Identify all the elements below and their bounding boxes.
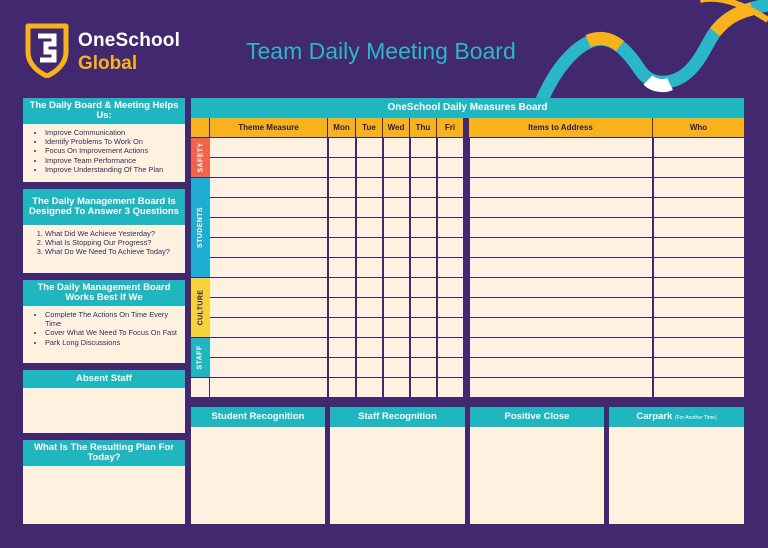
board-cell[interactable] (438, 138, 463, 157)
board-cell[interactable] (210, 278, 327, 297)
helps-card-title: The Daily Board & Meeting Helps Us: (23, 98, 185, 124)
category-students: STUDENTS (191, 178, 210, 277)
board-cell[interactable] (411, 238, 436, 257)
board-cell[interactable] (210, 298, 327, 317)
list-item: 3. What Do We Need To Achieve Today? (45, 247, 181, 256)
page-title: Team Daily Meeting Board (246, 38, 516, 64)
column-who: Who (653, 118, 744, 137)
board-cell[interactable] (470, 158, 652, 177)
board-cell[interactable] (438, 298, 463, 317)
board-cell[interactable] (329, 258, 355, 277)
board-cell[interactable] (384, 198, 409, 217)
board-cell[interactable] (357, 318, 382, 337)
brand-name-line2: Global (78, 53, 138, 74)
board-cell[interactable] (470, 138, 652, 157)
board-cell[interactable] (411, 278, 436, 297)
board-cell[interactable] (384, 238, 409, 257)
board-cell[interactable] (210, 238, 327, 257)
board-cell[interactable] (329, 378, 355, 397)
board-cell[interactable] (438, 378, 463, 397)
board-cell[interactable] (411, 218, 436, 237)
board-cell[interactable] (210, 358, 327, 377)
board-cell[interactable] (411, 298, 436, 317)
board-cell[interactable] (470, 178, 652, 197)
board-cell[interactable] (470, 378, 652, 397)
board-cell[interactable] (654, 218, 744, 237)
positive-close-title: Positive Close (470, 407, 604, 427)
board-cell[interactable] (384, 218, 409, 237)
carpark-note: (For Another Time) (674, 415, 717, 421)
board-cell[interactable] (411, 318, 436, 337)
board-cell[interactable] (210, 318, 327, 337)
board-title: OneSchool Daily Measures Board (191, 98, 744, 118)
board-cell[interactable] (411, 378, 436, 397)
board-cell[interactable] (654, 318, 744, 337)
board-cell[interactable] (384, 298, 409, 317)
board-cell[interactable] (654, 298, 744, 317)
board-cell[interactable] (329, 338, 355, 357)
board-cell[interactable] (329, 238, 355, 257)
student-recognition-title: Student Recognition (191, 407, 325, 427)
board-cell[interactable] (357, 238, 382, 257)
board-cell[interactable] (470, 318, 652, 337)
column-thu: Thu (410, 118, 437, 137)
list-item: • Improve Team Performance (45, 156, 181, 165)
board-cell[interactable] (210, 158, 327, 177)
works-best-card-title: The Daily Management Board Works Best If We (23, 280, 185, 306)
list-item: • Complete The Actions On Time Every Time (45, 310, 181, 328)
absent-staff-card (23, 370, 185, 433)
brand-name-line1: OneSchool (78, 30, 181, 51)
board-cell[interactable] (329, 298, 355, 317)
column-wed: Wed (383, 118, 410, 137)
board-cell[interactable] (191, 378, 209, 397)
carpark-title (609, 407, 744, 427)
board-cell[interactable] (384, 318, 409, 337)
board-cell[interactable] (384, 178, 409, 197)
list-item: • Improve Communication (45, 128, 181, 137)
board-cell[interactable] (470, 278, 652, 297)
column-tue: Tue (356, 118, 383, 137)
list-item: • Cover What We Need To Focus On Fast (45, 328, 181, 337)
board-cell[interactable] (329, 198, 355, 217)
board-cell[interactable] (329, 178, 355, 197)
list-item: • Park Long Discussions (45, 338, 181, 347)
board-cell[interactable] (654, 378, 744, 397)
board-cell[interactable] (411, 258, 436, 277)
board-cell[interactable] (438, 218, 463, 237)
board-cell[interactable] (384, 158, 409, 177)
board-cell[interactable] (357, 378, 382, 397)
board-cell[interactable] (411, 158, 436, 177)
board-cell[interactable] (210, 258, 327, 277)
resulting-plan-title: What Is The Resulting Plan For Today? (23, 440, 185, 466)
board-cell[interactable] (384, 258, 409, 277)
positive-close-box[interactable] (470, 407, 604, 524)
helps-list (23, 124, 185, 174)
works-best-card (23, 280, 185, 363)
board-cell[interactable] (470, 198, 652, 217)
board-cell[interactable] (411, 198, 436, 217)
board-cell[interactable] (329, 318, 355, 337)
board-cell[interactable] (438, 278, 463, 297)
list-item: • Identify Problems To Work On (45, 137, 181, 146)
absent-staff-area[interactable] (23, 388, 185, 433)
board-cell[interactable] (329, 278, 355, 297)
board-cell[interactable] (329, 218, 355, 237)
board-cell[interactable] (438, 338, 463, 357)
helps-card (23, 98, 185, 182)
absent-staff-title: Absent Staff (23, 370, 185, 388)
student-recognition-box[interactable] (191, 407, 325, 524)
board-cell[interactable] (357, 298, 382, 317)
board-cell[interactable] (470, 298, 652, 317)
board-cell[interactable] (654, 258, 744, 277)
column-theme-measure: Theme Measure (210, 118, 328, 137)
board-cell[interactable] (329, 358, 355, 377)
board-cell[interactable] (210, 138, 327, 157)
column-mon: Mon (328, 118, 356, 137)
category-safety: SAFETY (191, 138, 210, 177)
board-cell[interactable] (438, 318, 463, 337)
board-cell[interactable] (470, 338, 652, 357)
board-cell[interactable] (357, 338, 382, 357)
board-cell[interactable] (438, 178, 463, 197)
board-cell[interactable] (384, 278, 409, 297)
board-cell[interactable] (411, 178, 436, 197)
board-cell[interactable] (470, 218, 652, 237)
board-cell[interactable] (438, 158, 463, 177)
resulting-plan-area[interactable] (23, 466, 185, 524)
board-cell[interactable] (357, 198, 382, 217)
board-cell[interactable] (438, 198, 463, 217)
brand-logo (24, 22, 194, 82)
board-cell[interactable] (357, 218, 382, 237)
works-best-list (23, 306, 185, 347)
board-cell[interactable] (384, 138, 409, 157)
board-cell[interactable] (210, 178, 327, 197)
column-fri: Fri (437, 118, 464, 137)
board-cell[interactable] (654, 198, 744, 217)
board-cell[interactable] (384, 338, 409, 357)
board-cell[interactable] (438, 258, 463, 277)
shield-logo-icon (24, 22, 70, 78)
board-cell[interactable] (357, 138, 382, 157)
board-cell[interactable] (210, 218, 327, 237)
resulting-plan-card (23, 440, 185, 524)
carpark-box[interactable] (609, 407, 744, 524)
list-item: 1. What Did We Achieve Yesterday? (45, 229, 181, 238)
board-cell[interactable] (654, 178, 744, 197)
questions-card (23, 189, 185, 273)
board-cell[interactable] (384, 378, 409, 397)
board-cell[interactable] (357, 178, 382, 197)
measures-board (191, 98, 744, 399)
board-cell[interactable] (470, 258, 652, 277)
board-cell[interactable] (470, 358, 652, 377)
board-cell[interactable] (411, 358, 436, 377)
board-cell[interactable] (654, 158, 744, 177)
board-cell[interactable] (438, 238, 463, 257)
questions-list (23, 225, 185, 257)
board-cell[interactable] (470, 238, 652, 257)
list-item: • Improve Understanding Of The Plan (45, 165, 181, 174)
decorative-squiggle (520, 0, 768, 100)
category-staff: STAFF (191, 338, 210, 377)
board-cell[interactable] (357, 358, 382, 377)
column-items-to-address: Items to Address (469, 118, 653, 137)
board-cell[interactable] (654, 238, 744, 257)
board-cell[interactable] (654, 358, 744, 377)
board-cell[interactable] (411, 138, 436, 157)
questions-card-title: The Daily Management Board Is Designed To Answer 3 Questions (23, 189, 185, 225)
board-cell[interactable] (654, 278, 744, 297)
board-cell[interactable] (210, 378, 327, 397)
category-culture: CULTURE (191, 278, 210, 337)
board-cell[interactable] (357, 258, 382, 277)
list-item: 2. What Is Stopping Our Progress? (45, 238, 181, 247)
board-cell[interactable] (411, 338, 436, 357)
carpark-label: Carpark (636, 411, 673, 422)
column-spacer (191, 118, 210, 137)
board-cell[interactable] (384, 358, 409, 377)
board-cell[interactable] (654, 338, 744, 357)
board-cell[interactable] (357, 278, 382, 297)
board-cell[interactable] (654, 138, 744, 157)
staff-recognition-box[interactable] (330, 407, 465, 524)
board-cell[interactable] (210, 338, 327, 357)
board-cell[interactable] (438, 358, 463, 377)
board-cell[interactable] (357, 158, 382, 177)
staff-recognition-title: Staff Recognition (330, 407, 465, 427)
board-cell[interactable] (329, 158, 355, 177)
list-item: • Focus On Improvement Actions (45, 146, 181, 155)
board-cell[interactable] (210, 198, 327, 217)
board-cell[interactable] (329, 138, 355, 157)
